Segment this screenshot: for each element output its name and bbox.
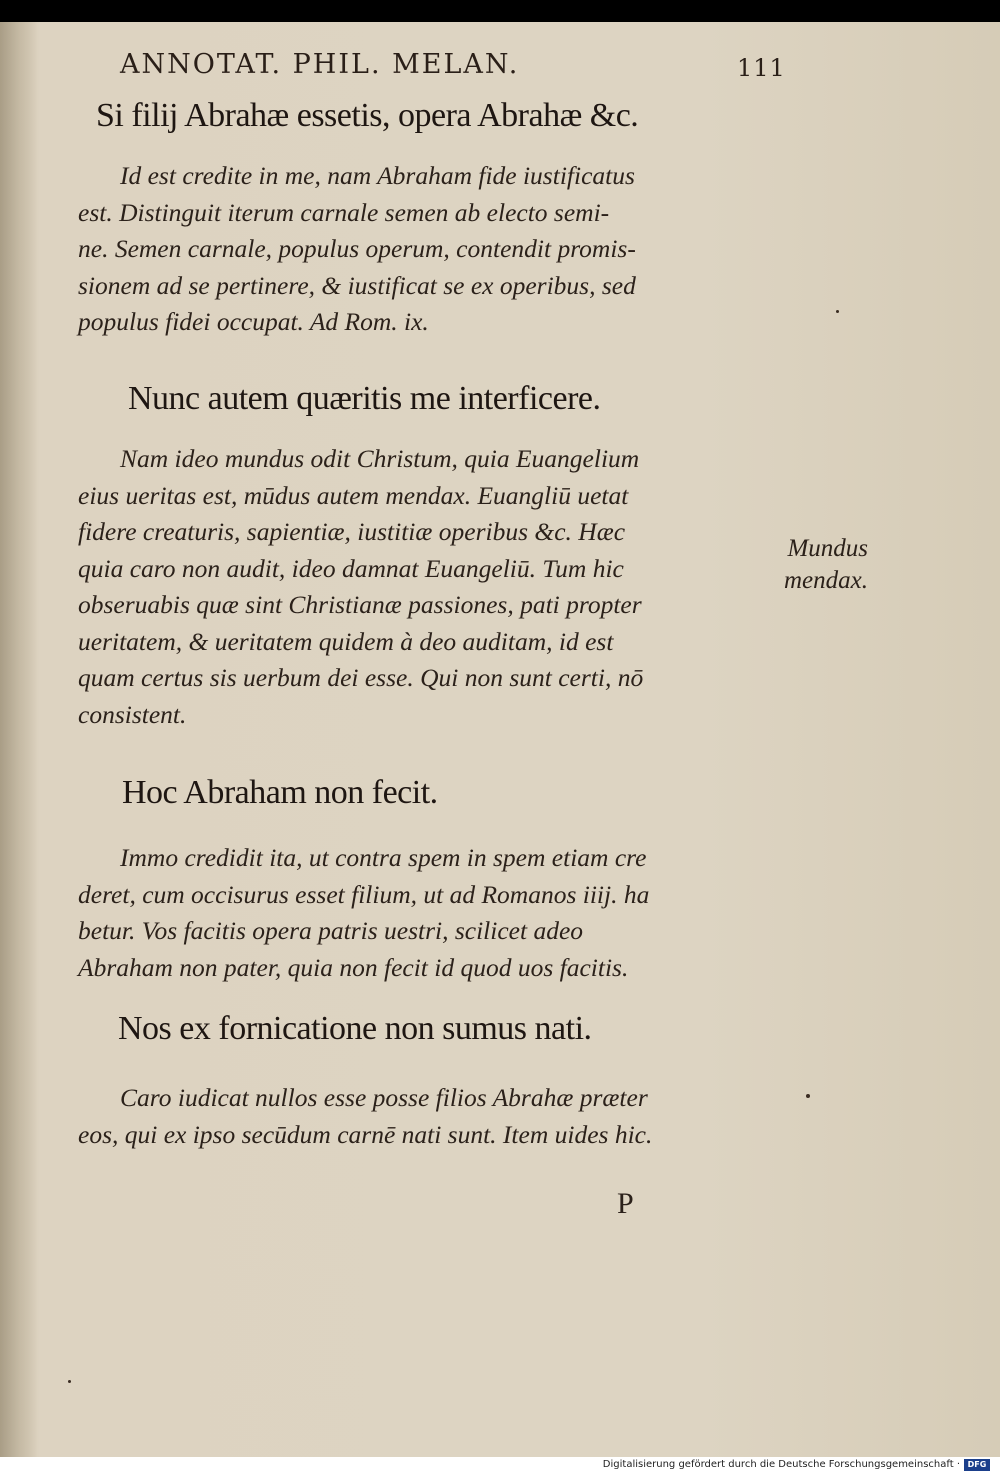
- section-heading-3: Hoc Abraham non fecit.: [122, 774, 438, 811]
- section-text-1: [78, 158, 738, 341]
- running-title: ANNOTAT. PHIL. MELAN.: [120, 49, 520, 80]
- text-line: ueritatem, & ueritatem quidem à deo auditam, id est: [78, 626, 614, 656]
- text-line: Immo credidit ita, ut contra spem in spem etiam cre: [120, 843, 647, 872]
- ink-speck: [68, 1380, 71, 1383]
- text-line: quam certus sis uerbum dei esse. Qui non sunt certi, nō: [78, 663, 644, 692]
- footer-credit: Digitalisierung gefördert durch die Deutsche Forschungsgemeinschaft ·: [602, 1459, 960, 1470]
- text-line: est. Distinguit iterum carnale semen ab electo semi-: [78, 197, 610, 227]
- margin-note: [728, 533, 868, 597]
- text-line: Abraham non pater, quia non fecit id quod uos facitis.: [78, 952, 629, 982]
- text-line: ne. Semen carnale, populus operum, contendit promis-: [78, 234, 636, 263]
- book-page: [0, 22, 1000, 1457]
- text-line: sionem ad se pertinere, & iustificat se ex operibus, sed: [78, 270, 636, 300]
- page-number: 111: [737, 54, 786, 82]
- margin-note-line-2: mendax.: [784, 567, 868, 594]
- text-line: fidere creaturis, sapientiæ, iustitiæ operibus &c. Hæc: [78, 517, 626, 546]
- section-heading-1: Si filij Abrahæ essetis, opera Abrahæ &c.: [96, 97, 639, 134]
- text-line: populus fidei occupat. Ad Rom. ix.: [78, 307, 429, 336]
- text-line: eius ueritas est, mūdus autem mendax. Euangliū uetat: [78, 480, 629, 510]
- text-line: betur. Vos facitis opera patris uestri, scilicet adeo: [78, 916, 584, 945]
- margin-note-line-1: Mundus: [787, 535, 868, 562]
- ink-speck: [836, 310, 839, 313]
- text-line: Caro iudicat nullos esse posse filios Abrahæ præter: [120, 1083, 648, 1112]
- text-line: Id est credite in me, nam Abraham fide iustificatus: [120, 161, 635, 190]
- dfg-logo: DFG: [964, 1459, 990, 1471]
- signature-mark: P: [617, 1187, 634, 1220]
- section-text-2: [78, 441, 738, 733]
- text-line: quia caro non audit, ideo damnat Euangeliū. Tum hic: [78, 553, 624, 583]
- text-line: deret, cum occisurus esset filium, ut ad Romanos iiij. ha: [78, 879, 650, 909]
- text-line: Nam ideo mundus odit Christum, quia Euangelium: [120, 444, 640, 473]
- section-heading-2: Nunc autem quæritis me interficere.: [128, 380, 601, 417]
- ink-speck: [806, 1094, 810, 1098]
- section-text-3: [78, 840, 738, 986]
- section-text-4: [78, 1080, 738, 1153]
- section-heading-4: Nos ex fornicatione non sumus nati.: [118, 1010, 592, 1047]
- text-line: eos, qui ex ipso secūdum carnē nati sunt. Item uides hic.: [78, 1119, 653, 1149]
- page-gutter-shadow: [0, 22, 38, 1457]
- text-line: consistent.: [78, 699, 187, 729]
- text-line: obseruabis quæ sint Christianæ passiones, pati propter: [78, 590, 642, 619]
